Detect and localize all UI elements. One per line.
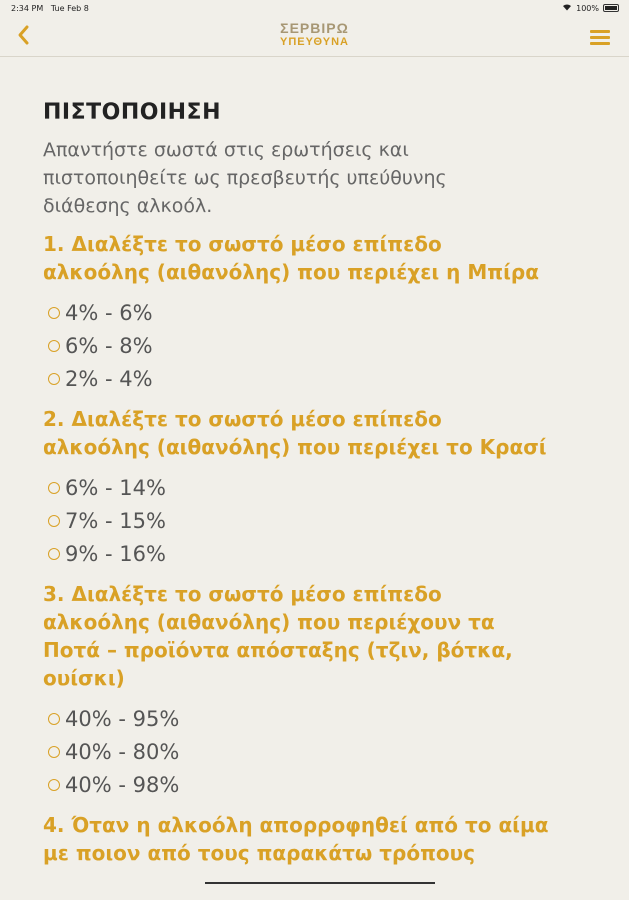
answer-label: 40% - 98% [65, 772, 180, 797]
menu-bar [590, 30, 610, 33]
radio-button-icon[interactable] [48, 307, 60, 319]
intro-text [43, 136, 603, 220]
logo-line-2: ΥΠΕΥΘΥΝΑ [279, 36, 349, 48]
scroll-indicator [205, 882, 435, 884]
wifi-icon [562, 3, 572, 13]
question-text [43, 405, 603, 461]
status-time [11, 4, 89, 13]
nav-bar [0, 18, 629, 57]
radio-button-icon[interactable] [48, 548, 60, 560]
answer-options [43, 702, 603, 801]
answer-label: 2% - 4% [65, 366, 153, 391]
radio-button-icon[interactable] [48, 746, 60, 758]
status-right [562, 3, 619, 13]
radio-button-icon[interactable] [48, 373, 60, 385]
answer-label: 40% - 95% [65, 706, 180, 731]
battery-icon [603, 4, 619, 12]
radio-button-icon[interactable] [48, 779, 60, 791]
app-logo [0, 21, 629, 48]
answer-option[interactable] [48, 471, 603, 504]
question-text [43, 811, 603, 867]
battery-percent: 100% [576, 3, 599, 13]
radio-button-icon[interactable] [48, 515, 60, 527]
radio-button-icon[interactable] [48, 713, 60, 725]
answer-label: 6% - 14% [65, 475, 166, 500]
answer-options [43, 296, 603, 395]
question-line: Ποτά – προϊόντα απόσταξης (τζιν, βότκα, [43, 638, 513, 662]
menu-bar [590, 42, 610, 45]
question-text [43, 230, 603, 286]
answer-option[interactable] [48, 296, 603, 329]
menu-bar [590, 36, 610, 39]
intro-line: Απαντήστε σωστά στις ερωτήσεις και [43, 139, 409, 161]
answer-option[interactable] [48, 537, 603, 570]
question-line: 2. Διαλέξτε το σωστό μέσο επίπεδο [43, 407, 442, 431]
logo-line-1: ΣΕΡΒΙΡΩ [280, 20, 349, 36]
answer-option[interactable] [48, 702, 603, 735]
answer-label: 9% - 16% [65, 541, 166, 566]
answer-option[interactable] [48, 362, 603, 395]
answer-options [43, 471, 603, 570]
intro-line: πιστοποιηθείτε ως πρεσβευτής υπεύθυνης [43, 167, 447, 189]
question-2 [43, 405, 603, 570]
answer-option[interactable] [48, 768, 603, 801]
question-line: ουίσκι) [43, 666, 125, 690]
answer-label: 6% - 8% [65, 333, 153, 358]
answer-option[interactable] [48, 735, 603, 768]
answer-label: 4% - 6% [65, 300, 153, 325]
question-text [43, 580, 603, 692]
answer-label: 40% - 80% [65, 739, 180, 764]
page-title: ΠΙΣΤΟΠΟΙΗΣΗ [43, 100, 221, 125]
status-bar [0, 0, 629, 18]
certification-content [43, 96, 603, 867]
answer-option[interactable] [48, 504, 603, 537]
hamburger-menu-icon[interactable] [590, 30, 610, 45]
radio-button-icon[interactable] [48, 482, 60, 494]
question-line: 4. Όταν η αλκοόλη απορροφηθεί από το αίμα [43, 813, 549, 837]
question-3 [43, 580, 603, 801]
question-line: με ποιον από τους παρακάτω τρόπους [43, 841, 476, 865]
question-line: 1. Διαλέξτε το σωστό μέσο επίπεδο [43, 232, 442, 256]
question-line: 3. Διαλέξτε το σωστό μέσο επίπεδο [43, 582, 442, 606]
answer-label: 7% - 15% [65, 508, 166, 533]
status-date-text: Tue Feb 8 [50, 4, 89, 13]
intro-line: διάθεσης αλκοόλ. [43, 195, 213, 217]
question-line: αλκοόλης (αιθανόλης) που περιέχει η Μπίρα [43, 260, 539, 284]
status-time-text: 2:34 PM [11, 4, 44, 13]
radio-button-icon[interactable] [48, 340, 60, 352]
question-line: αλκοόλης (αιθανόλης) που περιέχει το Κρασί [43, 435, 547, 459]
question-1 [43, 230, 603, 395]
question-line: αλκοόλης (αιθανόλης) που περιέχουν τα [43, 610, 495, 634]
answer-option[interactable] [48, 329, 603, 362]
question-4 [43, 811, 603, 867]
